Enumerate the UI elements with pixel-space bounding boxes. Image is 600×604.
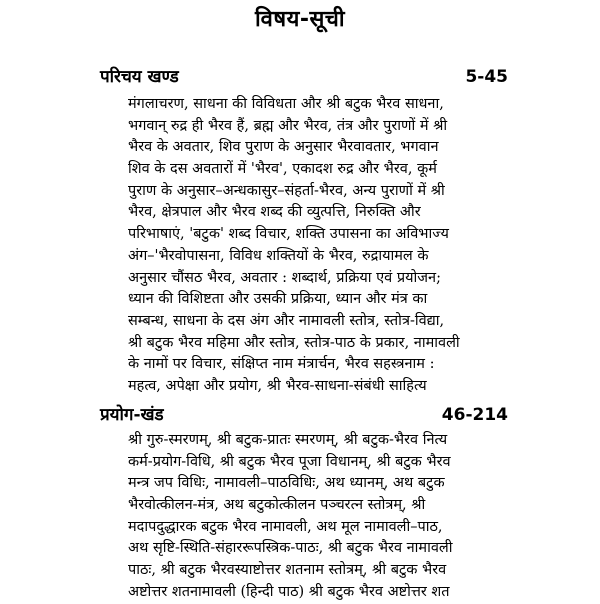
body-line: भैरवोत्कीलन-मंत्र, अथ बटुकोत्कीलन पञ्चरत्न स्तोत्रम्, श्री xyxy=(128,497,426,514)
section-title: परिचय खण्ड xyxy=(100,67,179,87)
section-body-parichay xyxy=(128,94,508,398)
body-line: मंगलाचरण, साधना की विविधता और श्री बटुक भैरव साधना, xyxy=(128,96,444,112)
body-line: श्री बटुक भैरव महिमा और स्तोत्र, स्तोत्र-पाठ के प्रकार, नामावली xyxy=(128,334,460,351)
body-line: भगवान् रुद्र ही भैरव हैं, ब्रह्म और भैरव, तंत्र और पुराणों में श्री xyxy=(128,117,448,134)
body-line: भैरव के अवतार, शिव पुराण के अनुसार भैरवावतार, भगवान xyxy=(128,139,439,156)
section-page-range: 46-214 xyxy=(441,405,508,425)
body-line: पाठः, श्री बटुक भैरवस्याष्टोत्तर शतनाम स्तोत्रम्, श्री बटुक भैरव xyxy=(128,562,447,579)
body-line: सम्बन्ध, साधना के दस अंग और नामावली स्तोत्र, स्तोत्र-विद्या, xyxy=(128,312,445,329)
section-body-prayog xyxy=(128,430,508,604)
page-title: विषय-सूची xyxy=(254,7,346,32)
body-line: ध्यान की विशिष्टता और उसकी प्रक्रिया, ध्यान और मंत्र का xyxy=(128,291,428,308)
body-line: पुराण के अनुसार–अन्धकासुर–संहर्ता-भैरव, अन्य पुराणों में श्री xyxy=(128,182,445,199)
body-line: अनुसार चौंसठ भैरव, अवतार : शब्दार्थ, प्रक्रिया एवं प्रयोजन; xyxy=(128,269,441,286)
body-line: कर्म-प्रयोग-विधि, श्री बटुक भैरव पूजा विधानम्, श्री बटुक भैरव xyxy=(128,453,451,470)
body-line: मदापदुद्धारक बटुक भैरव नामावली, अथ मूल नामावली–पाठ, xyxy=(128,518,443,535)
body-line: अथ सृष्टि-स्थिति-संहाररूपस्त्रिक-पाठः, श्री बटुक भैरव नामावली xyxy=(128,540,453,557)
body-line: मन्त्र जप विधिः, नामावली–पाठविधिः, अथ ध्यानम्, अथ बटुक xyxy=(128,475,445,492)
body-line: महत्व, अपेक्षा और प्रयोग, श्री भैरव-साधना-संबंधी साहित्य xyxy=(128,377,427,394)
section-title: प्रयोग-खंड xyxy=(100,405,164,425)
section-page-range: 5-45 xyxy=(465,67,508,87)
body-line: अष्टोत्तर शतनामावली (हिन्दी पाठ) श्री बटुक भैरव अष्टोत्तर शत xyxy=(128,583,450,600)
body-line: अंग–'भैरवोपासना, विविध शक्तियों के भैरव, रुद्रायामल के xyxy=(128,247,429,264)
body-line: के नामों पर विचार, संक्षिप्त नाम मंत्रार्चन, भैरव सहस्त्रनाम : xyxy=(128,356,435,373)
body-line: भैरव, क्षेत्रपाल और भैरव शब्द की व्युत्पत्ति, निरुक्ति और xyxy=(128,204,421,221)
body-line: परिभाषाएं, 'बटुक' शब्द विचार, शक्ति उपासना का अविभाज्य xyxy=(128,226,449,243)
body-line: श्री गुरु-स्मरणम्, श्री बटुक-प्रातः स्मरणम्, श्री बटुक-भैरव नित्य xyxy=(128,432,448,448)
body-line: शिव के दस अवतारों में 'भैरव', एकादश रुद्र और भैरव, कूर्म xyxy=(128,161,437,178)
